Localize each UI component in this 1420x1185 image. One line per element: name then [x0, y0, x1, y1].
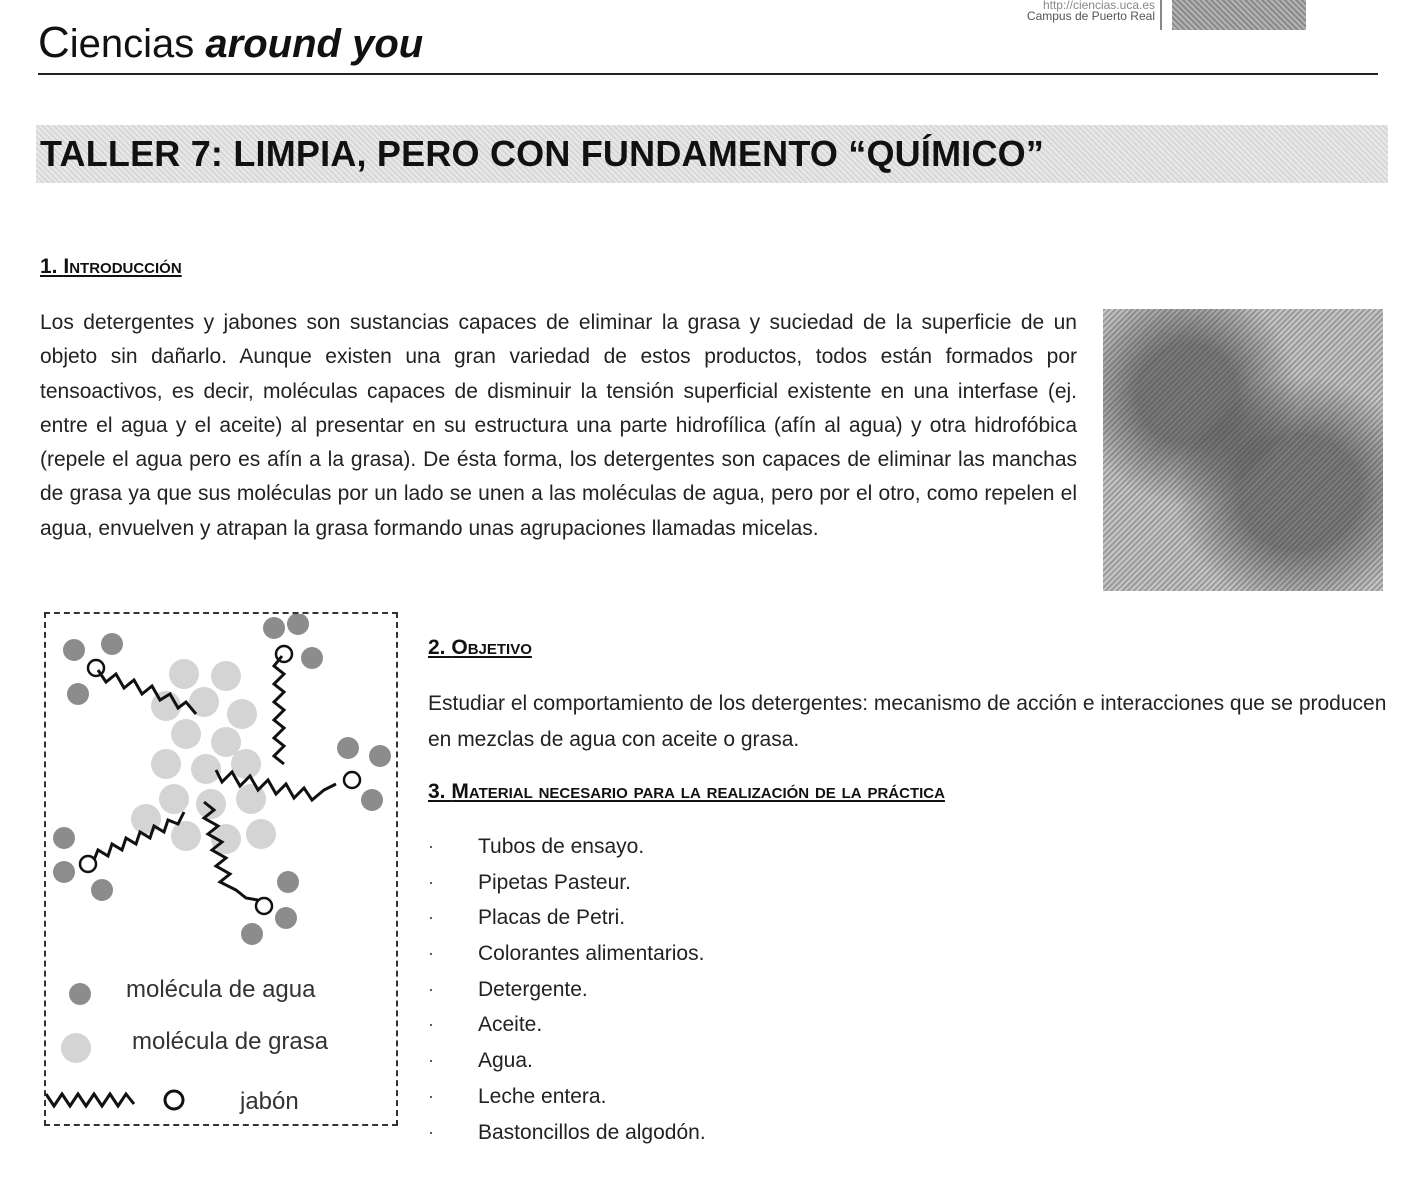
list-item: · Agua. [428, 1043, 706, 1079]
section-title: Objetivo [451, 636, 532, 659]
section-heading-material [428, 780, 945, 804]
section-number: 2. [428, 636, 446, 659]
section-title: Material necesario para la realización de la práctica [451, 780, 945, 803]
university-logo [1172, 0, 1306, 30]
brand-title [38, 18, 423, 68]
section-title: Introducción [63, 255, 182, 278]
bullet-icon: · [428, 871, 434, 892]
fat-molecule-icon [61, 1033, 91, 1063]
campus-divider [1160, 0, 1162, 30]
soap-molecule-icon [46, 1094, 134, 1106]
bullet-icon: · [428, 1050, 434, 1071]
list-item: · Placas de Petri. [428, 900, 706, 936]
legend-soap: jabón [240, 1088, 299, 1115]
section-number: 3. [428, 780, 446, 803]
detergent-bottles-photo [1103, 309, 1383, 591]
objective-text: Estudiar el comportamiento de los detergentes: mecanismo de acción e interacciones que se producen en mezclas de agua con aceite o grasa. [428, 692, 1387, 751]
micelle-diagram [44, 612, 398, 1126]
bullet-icon: · [428, 943, 434, 964]
bullet-icon: · [428, 1085, 434, 1106]
intro-paragraph: Los detergentes y jabones son sustancias capaces de eliminar la grasa y suciedad de la superficie de un objeto sin dañarlo. Aunque existen una gran variedad de estos productos, todos están formados por tensoactivos, es decir, moléculas capaces de disminuir la tensión superficial existente en una interfase (ej. entre el agua y el aceite) al presentar en su estructura una parte hidrofílica (afín al agua) y otra hidrofóbica (repele el agua pero es afín a la grasa). De ésta forma, los detergentes son capaces de eliminar las manchas de grasa ya que sus moléculas por un lado se unen a las moléculas de agua, pero por el otro, como repelen el agua, envuelven y atrapan la grasa formando unas agrupaciones llamadas micelas. [40, 311, 1077, 540]
list-item: · Aceite. [428, 1007, 706, 1043]
bullet-icon: · [428, 907, 434, 928]
bullet-icon: · [428, 1014, 434, 1035]
legend-water: molécula de agua [126, 976, 316, 1003]
brand-initial: C [38, 18, 70, 67]
bullet-icon: · [428, 978, 434, 999]
section-heading-objetivo [428, 636, 532, 660]
list-item: · Bastoncillos de algodón. [428, 1115, 706, 1151]
header-rule [38, 73, 1378, 75]
bullet-icon: · [428, 836, 434, 856]
list-item: · Tubos de ensayo. [428, 829, 706, 865]
list-item: · Colorantes alimentarios. [428, 936, 706, 972]
bullet-icon: · [428, 1121, 434, 1142]
list-item: · Pipetas Pasteur. [428, 865, 706, 901]
workshop-title: TALLER 7: LIMPIA, PERO CON FUNDAMENTO “QUÍMICO” [40, 133, 1045, 174]
section-number: 1. [40, 255, 58, 278]
list-item: · Detergente. [428, 972, 706, 1008]
legend-fat: molécula de grasa [132, 1028, 329, 1055]
campus-name: Campus de Puerto Real [1026, 9, 1155, 23]
materials-list [428, 829, 706, 1150]
section-heading-introduccion [40, 255, 182, 279]
brand-word: iencias [69, 22, 195, 66]
campus-url: http://ciencias.uca.es [1042, 0, 1155, 12]
brand-italic: around you [205, 22, 424, 66]
list-item: · Leche entera. [428, 1079, 706, 1115]
campus-label [955, 0, 1155, 22]
water-molecule-icon [69, 983, 91, 1005]
